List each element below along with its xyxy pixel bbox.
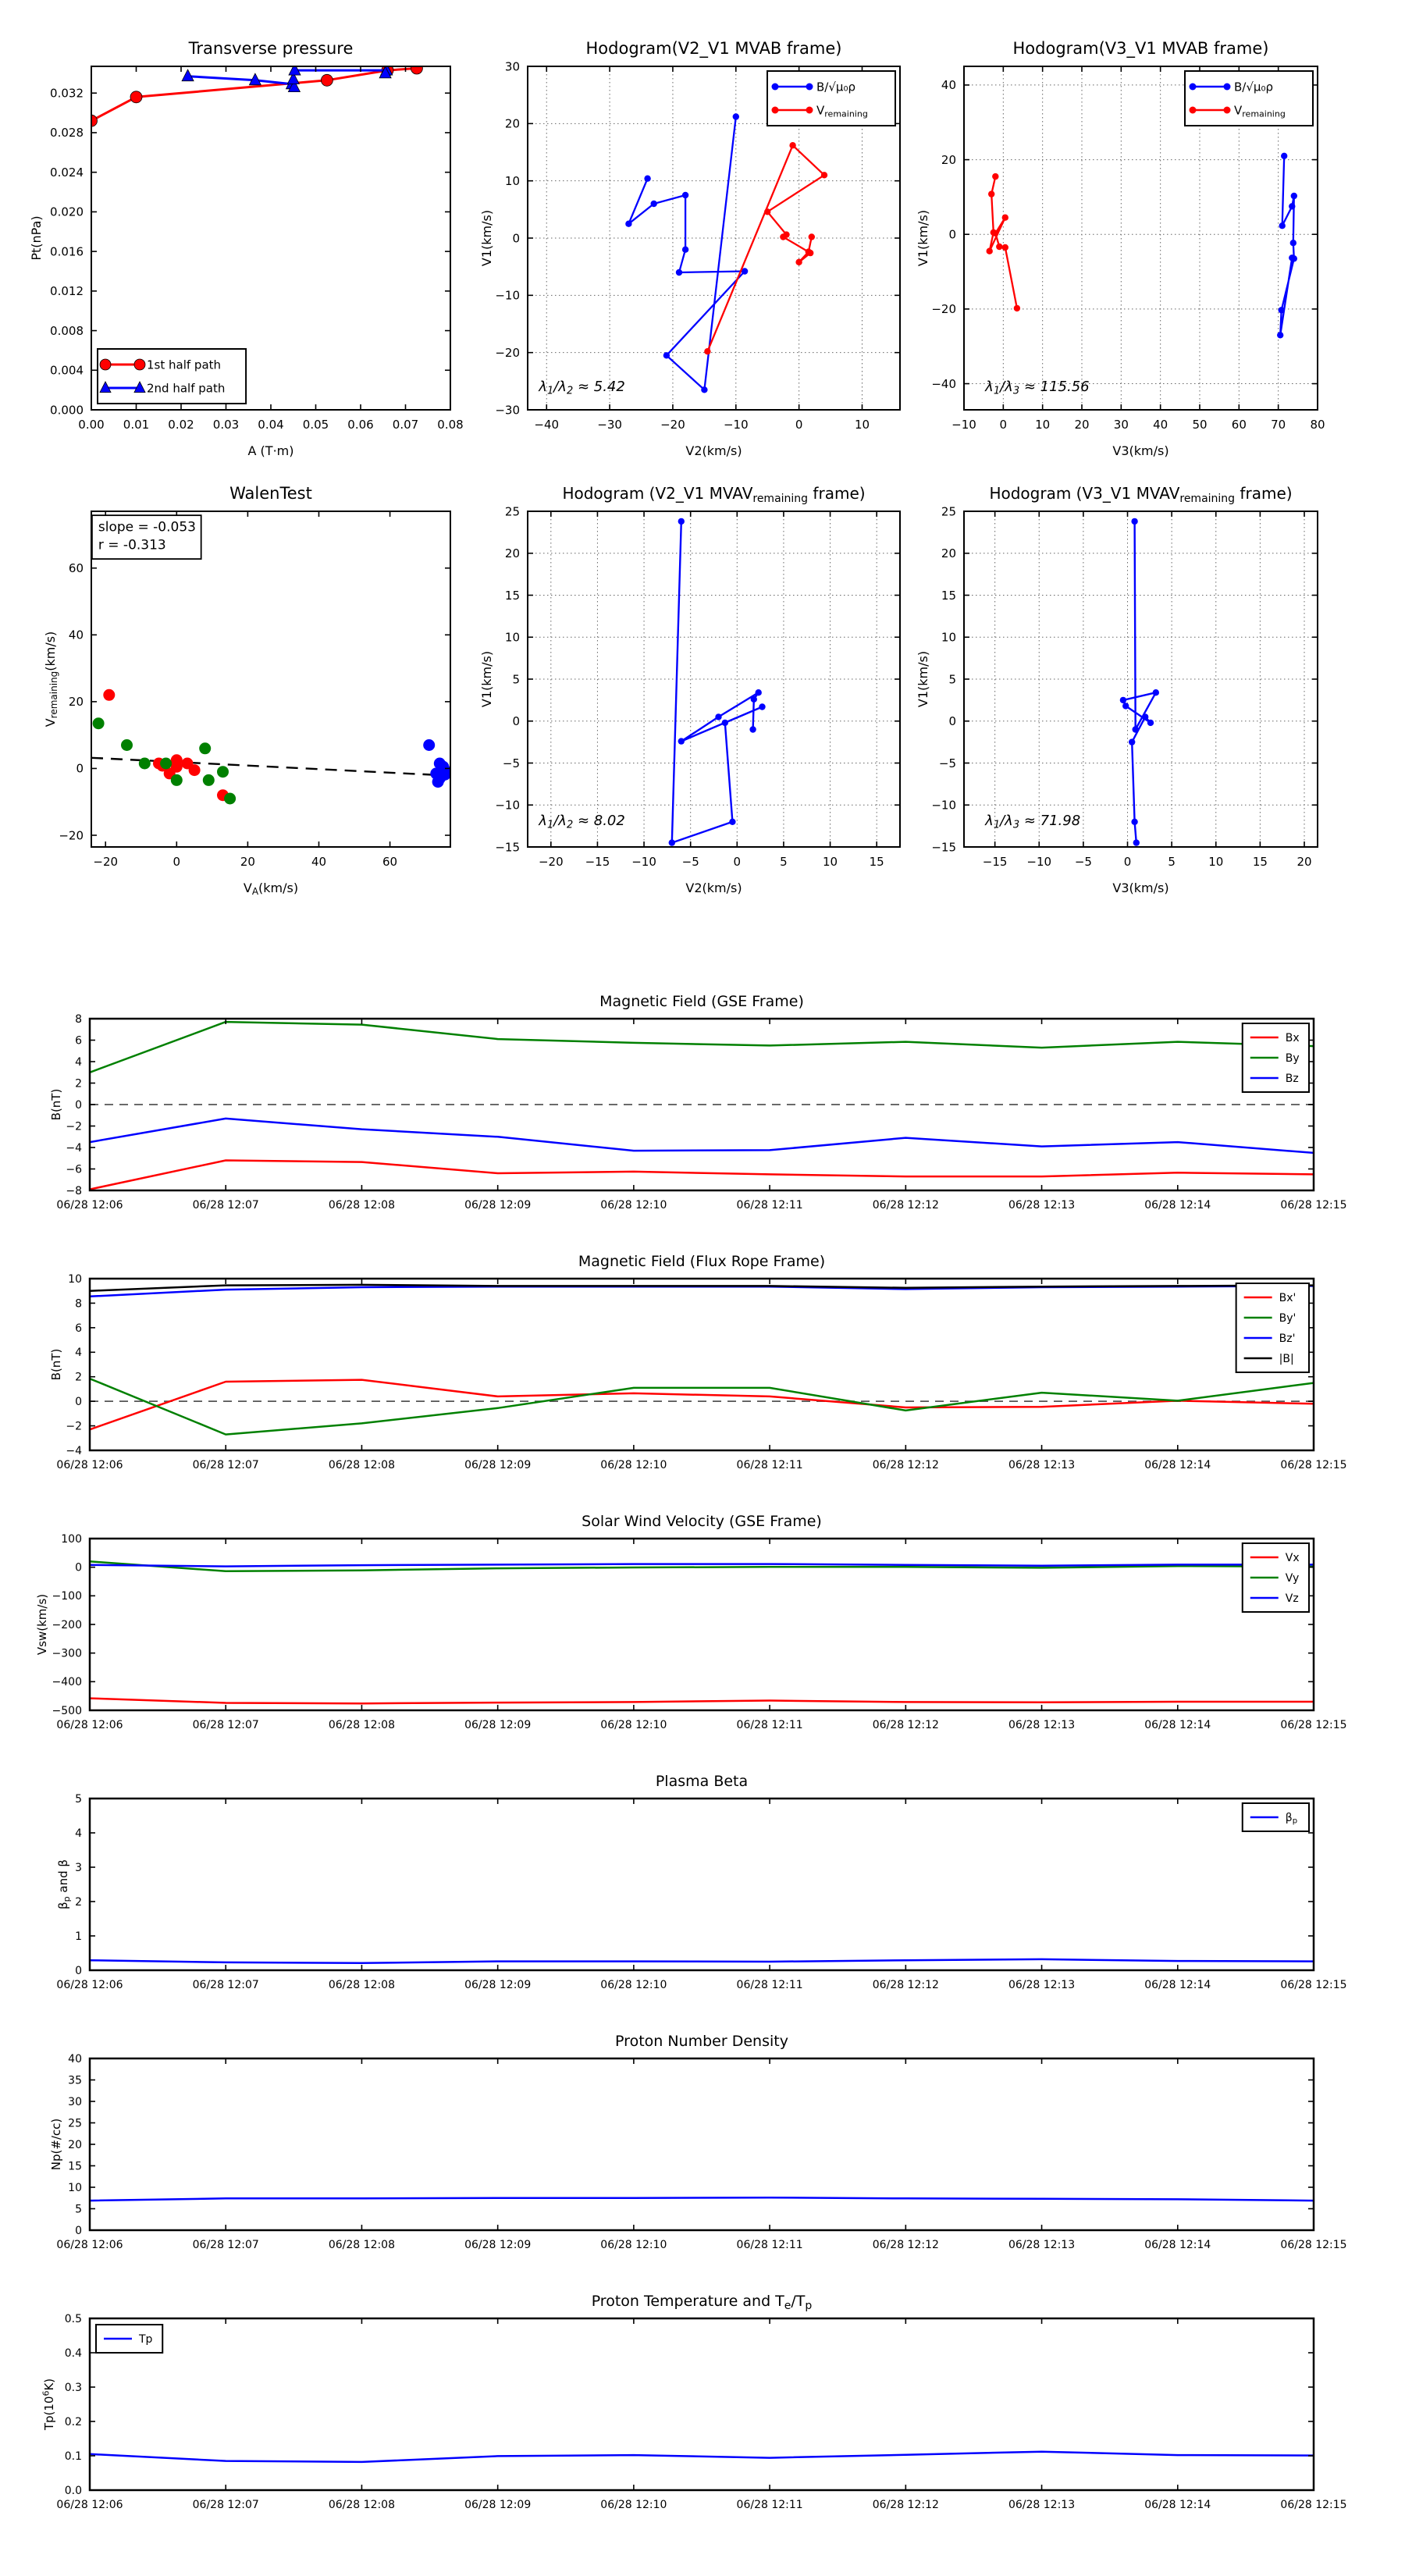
svg-text:5: 5 (75, 2203, 82, 2216)
svg-text:06/28 12:15: 06/28 12:15 (1280, 1979, 1347, 1991)
svg-text:0.028: 0.028 (50, 126, 84, 141)
svg-text:40: 40 (941, 78, 956, 93)
svg-text:V2(km/s): V2(km/s) (685, 881, 742, 895)
svg-text:50: 50 (1192, 418, 1208, 432)
svg-text:−10: −10 (495, 798, 520, 813)
svg-text:−4: −4 (66, 1444, 82, 1457)
svg-text:−6: −6 (66, 1163, 82, 1176)
svg-text:−5: −5 (1074, 855, 1092, 869)
svg-text:20: 20 (68, 2138, 82, 2151)
svg-text:15: 15 (504, 588, 520, 603)
svg-text:4: 4 (75, 1055, 82, 1069)
svg-text:06/28 12:09: 06/28 12:09 (464, 2239, 532, 2251)
svg-text:06/28 12:08: 06/28 12:08 (328, 1199, 396, 1212)
svg-text:0: 0 (75, 1964, 82, 1977)
svg-text:35: 35 (68, 2074, 82, 2087)
svg-text:06/28 12:07: 06/28 12:07 (192, 2499, 259, 2511)
svg-text:2: 2 (75, 1371, 82, 1384)
svg-text:06/28 12:11: 06/28 12:11 (736, 2239, 803, 2251)
svg-text:VA(km/s): $V_A(km/s)$ (243, 881, 299, 898)
svg-text:06/28 12:13: 06/28 12:13 (1008, 2499, 1076, 2511)
svg-text:Vremaining: $V_{remaining}$ (816, 103, 868, 119)
svg-text:06/28 12:15: 06/28 12:15 (1280, 1459, 1347, 1471)
svg-text:6: 6 (75, 1034, 82, 1048)
svg-text:06/28 12:12: 06/28 12:12 (872, 1459, 939, 1471)
svg-text:Hodogram(V2_V1 MVAB frame): Hodogram(V2_V1 MVAB frame) (585, 39, 842, 58)
svg-text:0.1: 0.1 (64, 2450, 82, 2463)
svg-text:Transverse pressure: Transverse pressure (188, 39, 354, 58)
svg-text:0.024: 0.024 (50, 165, 84, 180)
svg-text:06/28 12:07: 06/28 12:07 (192, 1199, 259, 1212)
svg-text:100: 100 (61, 1532, 82, 1546)
svg-text:0: 0 (999, 418, 1008, 432)
svg-text:60: 60 (68, 560, 84, 575)
svg-text:Solar Wind Velocity (GSE Frame: Solar Wind Velocity (GSE Frame) (582, 1513, 822, 1530)
svg-text:10: 10 (504, 630, 520, 645)
svg-text:−20: −20 (495, 345, 520, 360)
svg-text:V2(km/s): V2(km/s) (685, 443, 742, 458)
svg-text:25: 25 (68, 2117, 82, 2130)
svg-text:8: 8 (75, 1012, 82, 1026)
svg-text:10: 10 (854, 418, 870, 432)
svg-text:A (T·m): A (T·m) (247, 443, 294, 458)
svg-text:−200: −200 (52, 1618, 82, 1631)
svg-text:06/28 12:14: 06/28 12:14 (1144, 2499, 1211, 2511)
svg-text:slope = -0.053: slope = -0.053 (98, 519, 196, 535)
svg-text:06/28 12:13: 06/28 12:13 (1008, 2239, 1076, 2251)
svg-text:06/28 12:12: 06/28 12:12 (872, 2499, 939, 2511)
svg-text:4: 4 (75, 1827, 82, 1840)
svg-text:06/28 12:14: 06/28 12:14 (1144, 1979, 1211, 1991)
svg-text:r = -0.313: r = -0.313 (98, 537, 166, 553)
svg-text:0: 0 (75, 1396, 82, 1409)
svg-text:0: 0 (733, 855, 742, 869)
svg-text:Bz': Bz' (1279, 1332, 1296, 1345)
svg-text:0: 0 (75, 1098, 82, 1112)
svg-text:Vz: Vz (1285, 1592, 1299, 1605)
svg-text:Vremaining(km/s): $V_{remaining}(km/s)$ (43, 631, 60, 728)
svg-text:06/28 12:14: 06/28 12:14 (1144, 1459, 1211, 1471)
chart-walen-test (16, 464, 515, 933)
svg-text:06/28 12:09: 06/28 12:09 (464, 1719, 532, 1731)
svg-text:06/28 12:14: 06/28 12:14 (1144, 1719, 1211, 1731)
svg-text:40: 40 (68, 2052, 82, 2065)
chart-hodogram-v3v1-mvav (905, 464, 1405, 933)
svg-text:10: 10 (68, 2181, 82, 2194)
svg-text:6: 6 (75, 1322, 82, 1335)
svg-text:06/28 12:08: 06/28 12:08 (328, 1719, 396, 1731)
svg-text:0.02: 0.02 (168, 418, 194, 432)
svg-text:1: 1 (75, 1930, 82, 1943)
svg-text:V1(km/s): V1(km/s) (479, 209, 494, 267)
svg-text:20: 20 (504, 116, 520, 131)
svg-text:06/28 12:10: 06/28 12:10 (600, 1199, 667, 1212)
svg-text:0: 0 (173, 855, 181, 869)
svg-text:06/28 12:15: 06/28 12:15 (1280, 1719, 1347, 1731)
svg-text:5: 5 (75, 1792, 82, 1806)
svg-text:5: 5 (948, 672, 956, 687)
svg-text:06/28 12:08: 06/28 12:08 (328, 1459, 396, 1471)
svg-text:06/28 12:06: 06/28 12:06 (56, 1199, 123, 1212)
svg-text:−2: −2 (66, 1120, 82, 1133)
svg-text:λ1/λ3 ≈ 71.98: $\lambda_1/\lambda_3 \approx 71.98$ (985, 813, 1081, 831)
svg-text:0: 0 (75, 1561, 82, 1574)
svg-text:−5: −5 (681, 855, 699, 869)
svg-text:20: 20 (240, 855, 255, 869)
chart-hodogram-v3v1-mvab (905, 20, 1405, 484)
svg-text:−15: −15 (495, 840, 520, 855)
svg-text:−15: −15 (585, 855, 610, 869)
svg-text:06/28 12:08: 06/28 12:08 (328, 2239, 396, 2251)
svg-text:0.000: 0.000 (50, 403, 84, 418)
chart-magnetic-field-flux-rope (0, 1228, 1405, 1478)
svg-text:06/28 12:13: 06/28 12:13 (1008, 1979, 1076, 1991)
chart-proton-number-density (0, 2008, 1405, 2258)
svg-text:06/28 12:06: 06/28 12:06 (56, 1719, 123, 1731)
svg-text:5: 5 (512, 672, 520, 687)
svg-text:15: 15 (941, 588, 956, 603)
chart-hodogram-v2v1-mvav (468, 464, 968, 933)
chart-magnetic-field-gse (0, 968, 1405, 1218)
svg-text:5: 5 (1168, 855, 1176, 869)
svg-text:20: 20 (941, 152, 956, 167)
svg-text:−4: −4 (66, 1141, 82, 1155)
svg-text:Magnetic Field (GSE Frame): Magnetic Field (GSE Frame) (599, 993, 804, 1010)
svg-text:06/28 12:09: 06/28 12:09 (464, 1459, 532, 1471)
svg-text:40: 40 (68, 628, 84, 642)
svg-text:−20: −20 (93, 855, 119, 869)
svg-text:βp and β: $\beta_p$ and β (56, 1859, 72, 1909)
svg-text:06/28 12:12: 06/28 12:12 (872, 1719, 939, 1731)
svg-text:2: 2 (75, 1895, 82, 1909)
svg-text:40: 40 (1153, 418, 1168, 432)
svg-text:25: 25 (504, 504, 520, 519)
svg-text:06/28 12:15: 06/28 12:15 (1280, 2239, 1347, 2251)
svg-text:Pt(nPa): Pt(nPa) (29, 215, 44, 261)
svg-text:λ1/λ3 ≈ 115.56: $\lambda_1/\lambda_3 \approx 115.56$ (985, 378, 1090, 397)
svg-text:06/28 12:14: 06/28 12:14 (1144, 2239, 1211, 2251)
svg-text:B(nT): B(nT) (49, 1088, 63, 1121)
svg-text:0.04: 0.04 (258, 418, 284, 432)
svg-text:−10: −10 (631, 855, 656, 869)
svg-text:−400: −400 (52, 1676, 82, 1689)
svg-text:06/28 12:11: 06/28 12:11 (736, 1199, 803, 1212)
svg-text:06/28 12:10: 06/28 12:10 (600, 2499, 667, 2511)
svg-text:06/28 12:08: 06/28 12:08 (328, 2499, 396, 2511)
svg-text:0.00: 0.00 (78, 418, 105, 432)
svg-text:3: 3 (75, 1861, 82, 1874)
svg-text:By: By (1285, 1051, 1300, 1065)
svg-text:15: 15 (1252, 855, 1268, 869)
svg-text:−20: −20 (931, 302, 956, 317)
svg-text:2nd half path: 2nd half path (147, 381, 226, 396)
svg-text:−20: −20 (660, 418, 685, 432)
svg-text:Vy: Vy (1285, 1571, 1300, 1585)
svg-text:Vremaining: $V_{remaining}$ (1234, 103, 1286, 119)
svg-text:15: 15 (68, 2160, 82, 2173)
svg-text:30: 30 (68, 2095, 82, 2108)
svg-text:06/28 12:13: 06/28 12:13 (1008, 1459, 1076, 1471)
svg-text:λ1/λ2 ≈ 5.42: $\lambda_1/\lambda_2 \approx 5.42$ (539, 378, 625, 397)
svg-text:|B|: |B| (1279, 1352, 1294, 1365)
svg-text:−300: −300 (52, 1647, 82, 1660)
svg-text:Hodogram (V2_V1 MVAVremaining: Hodogram (V2_V1 $MVAV_{remaining}$ frame) (562, 484, 866, 505)
svg-text:06/28 12:07: 06/28 12:07 (192, 1719, 259, 1731)
svg-text:0: 0 (795, 418, 803, 432)
svg-text:10: 10 (941, 630, 956, 645)
svg-text:06/28 12:06: 06/28 12:06 (56, 2499, 123, 2511)
svg-text:0.0: 0.0 (64, 2484, 82, 2497)
svg-text:B/√μ₀ρ: B/√μ₀ρ (1234, 80, 1273, 94)
svg-text:−10: −10 (931, 798, 956, 813)
svg-text:15: 15 (869, 855, 884, 869)
svg-text:Vsw(km/s): Vsw(km/s) (35, 1593, 49, 1656)
svg-text:8: 8 (75, 1297, 82, 1311)
svg-text:06/28 12:12: 06/28 12:12 (872, 1199, 939, 1212)
svg-text:30: 30 (504, 59, 520, 74)
svg-text:40: 40 (311, 855, 327, 869)
svg-text:B(nT): B(nT) (49, 1348, 63, 1381)
svg-text:−10: −10 (723, 418, 749, 432)
svg-text:−20: −20 (59, 828, 84, 843)
svg-text:06/28 12:06: 06/28 12:06 (56, 2239, 123, 2251)
svg-text:0.5: 0.5 (64, 2312, 82, 2325)
svg-text:0.01: 0.01 (123, 418, 150, 432)
svg-text:V1(km/s): V1(km/s) (916, 209, 930, 267)
svg-text:0.012: 0.012 (50, 284, 84, 299)
chart-plasma-beta (0, 1748, 1405, 1998)
svg-text:20: 20 (1074, 418, 1090, 432)
svg-text:Np(#/cc): Np(#/cc) (49, 2118, 63, 2171)
svg-text:Bz: Bz (1285, 1072, 1299, 1085)
svg-text:0.4: 0.4 (64, 2347, 82, 2360)
svg-text:λ1/λ2 ≈ 8.02: $\lambda_1/\lambda_2 \approx 8.02$ (539, 813, 625, 831)
svg-text:4: 4 (75, 1347, 82, 1360)
svg-text:06/28 12:10: 06/28 12:10 (600, 2239, 667, 2251)
svg-text:V1(km/s): V1(km/s) (916, 650, 930, 708)
svg-text:βp: βp (1285, 1811, 1298, 1826)
svg-text:−5: −5 (502, 756, 520, 770)
svg-text:−40: −40 (931, 376, 956, 391)
svg-text:Proton Temperature and Te/Tp: Proton Temperature and Te/Tp (591, 2293, 813, 2312)
svg-text:0: 0 (76, 761, 84, 776)
svg-text:Bx': Bx' (1279, 1291, 1297, 1304)
svg-text:06/28 12:09: 06/28 12:09 (464, 1979, 532, 1991)
svg-text:0: 0 (948, 714, 956, 728)
svg-text:V1(km/s): V1(km/s) (479, 650, 494, 708)
svg-text:−30: −30 (495, 403, 520, 418)
svg-text:−40: −40 (534, 418, 560, 432)
svg-text:Plasma Beta: Plasma Beta (655, 1773, 749, 1790)
svg-text:0: 0 (512, 714, 520, 728)
svg-text:WalenTest: WalenTest (229, 484, 312, 503)
svg-text:10: 10 (1035, 418, 1051, 432)
svg-text:60: 60 (1231, 418, 1247, 432)
svg-text:20: 20 (68, 695, 84, 710)
svg-text:0.032: 0.032 (50, 86, 84, 101)
svg-text:06/28 12:10: 06/28 12:10 (600, 1459, 667, 1471)
chart-transverse-pressure (16, 20, 515, 484)
svg-text:0: 0 (512, 231, 520, 246)
svg-text:0.05: 0.05 (302, 418, 329, 432)
svg-text:60: 60 (382, 855, 398, 869)
svg-text:06/28 12:13: 06/28 12:13 (1008, 1199, 1076, 1212)
svg-text:0.004: 0.004 (50, 363, 84, 378)
svg-text:0: 0 (948, 227, 956, 242)
svg-text:06/28 12:14: 06/28 12:14 (1144, 1199, 1211, 1212)
svg-text:0.008: 0.008 (50, 323, 84, 338)
svg-text:0.07: 0.07 (392, 418, 419, 432)
chart-hodogram-v2v1-mvab (468, 20, 968, 484)
svg-text:06/28 12:12: 06/28 12:12 (872, 1979, 939, 1991)
svg-text:30: 30 (1113, 418, 1129, 432)
svg-text:−15: −15 (931, 840, 956, 855)
svg-text:−10: −10 (951, 418, 976, 432)
svg-text:10: 10 (68, 1272, 82, 1286)
svg-text:−30: −30 (597, 418, 622, 432)
svg-text:0: 0 (75, 2224, 82, 2237)
svg-text:10: 10 (504, 173, 520, 188)
svg-text:06/28 12:11: 06/28 12:11 (736, 1719, 803, 1731)
svg-text:06/28 12:07: 06/28 12:07 (192, 2239, 259, 2251)
svg-text:06/28 12:09: 06/28 12:09 (464, 2499, 532, 2511)
svg-text:0.2: 0.2 (64, 2415, 82, 2428)
svg-text:06/28 12:11: 06/28 12:11 (736, 2499, 803, 2511)
svg-text:Tp: Tp (139, 2332, 153, 2346)
svg-text:−15: −15 (982, 855, 1008, 869)
svg-text:06/28 12:11: 06/28 12:11 (736, 1459, 803, 1471)
svg-text:Bx: Bx (1285, 1031, 1300, 1044)
chart-solar-wind-velocity (0, 1488, 1405, 1738)
svg-text:0.03: 0.03 (212, 418, 240, 432)
svg-text:2: 2 (75, 1077, 82, 1091)
svg-text:0.3: 0.3 (64, 2381, 82, 2394)
svg-text:70: 70 (1271, 418, 1286, 432)
svg-text:Proton Number Density: Proton Number Density (615, 2033, 788, 2050)
svg-text:06/28 12:12: 06/28 12:12 (872, 2239, 939, 2251)
svg-text:06/28 12:15: 06/28 12:15 (1280, 1199, 1347, 1212)
svg-text:10: 10 (1208, 855, 1224, 869)
svg-text:06/28 12:08: 06/28 12:08 (328, 1979, 396, 1991)
svg-text:0.08: 0.08 (437, 418, 464, 432)
svg-text:0.020: 0.020 (50, 205, 84, 219)
svg-text:−10: −10 (1026, 855, 1052, 869)
svg-text:−2: −2 (66, 1420, 82, 1433)
chart-proton-temperature (0, 2268, 1405, 2517)
svg-text:10: 10 (823, 855, 838, 869)
svg-text:20: 20 (941, 546, 956, 560)
svg-text:06/28 12:07: 06/28 12:07 (192, 1459, 259, 1471)
svg-text:5: 5 (780, 855, 788, 869)
svg-text:0: 0 (1123, 855, 1132, 869)
svg-text:Vx: Vx (1285, 1551, 1300, 1564)
svg-text:06/28 12:11: 06/28 12:11 (736, 1979, 803, 1991)
svg-text:By': By' (1279, 1311, 1297, 1325)
svg-text:25: 25 (941, 504, 956, 519)
svg-text:−100: −100 (52, 1590, 82, 1603)
svg-text:06/28 12:07: 06/28 12:07 (192, 1979, 259, 1991)
svg-text:06/28 12:15: 06/28 12:15 (1280, 2499, 1347, 2511)
svg-text:V3(km/s): V3(km/s) (1112, 881, 1169, 895)
svg-text:20: 20 (504, 546, 520, 560)
svg-text:1st half path: 1st half path (147, 358, 222, 372)
svg-text:−20: −20 (538, 855, 564, 869)
svg-text:0.06: 0.06 (347, 418, 374, 432)
svg-text:Hodogram (V3_V1 MVAVremaining: Hodogram (V3_V1 $MVAV_{remaining}$ frame) (989, 484, 1293, 505)
svg-text:06/28 12:13: 06/28 12:13 (1008, 1719, 1076, 1731)
svg-text:Tp(106K): $Tp(10^6K)$ (41, 2378, 56, 2431)
svg-text:06/28 12:06: 06/28 12:06 (56, 1459, 123, 1471)
svg-text:Magnetic Field (Flux Rope Fram: Magnetic Field (Flux Rope Frame) (578, 1253, 826, 1270)
svg-text:0.016: 0.016 (50, 244, 84, 259)
svg-text:06/28 12:10: 06/28 12:10 (600, 1979, 667, 1991)
svg-text:−8: −8 (66, 1184, 82, 1197)
svg-text:B/√μ₀ρ: B/√μ₀ρ (816, 80, 855, 94)
svg-text:06/28 12:06: 06/28 12:06 (56, 1979, 123, 1991)
svg-text:V3(km/s): V3(km/s) (1112, 443, 1169, 458)
svg-text:−500: −500 (52, 1704, 82, 1717)
svg-text:80: 80 (1310, 418, 1325, 432)
svg-text:−5: −5 (938, 756, 956, 770)
svg-text:Hodogram(V3_V1 MVAB frame): Hodogram(V3_V1 MVAB frame) (1012, 39, 1269, 58)
svg-text:06/28 12:09: 06/28 12:09 (464, 1199, 532, 1212)
svg-text:06/28 12:10: 06/28 12:10 (600, 1719, 667, 1731)
svg-text:−10: −10 (495, 288, 520, 303)
svg-text:20: 20 (1297, 855, 1312, 869)
